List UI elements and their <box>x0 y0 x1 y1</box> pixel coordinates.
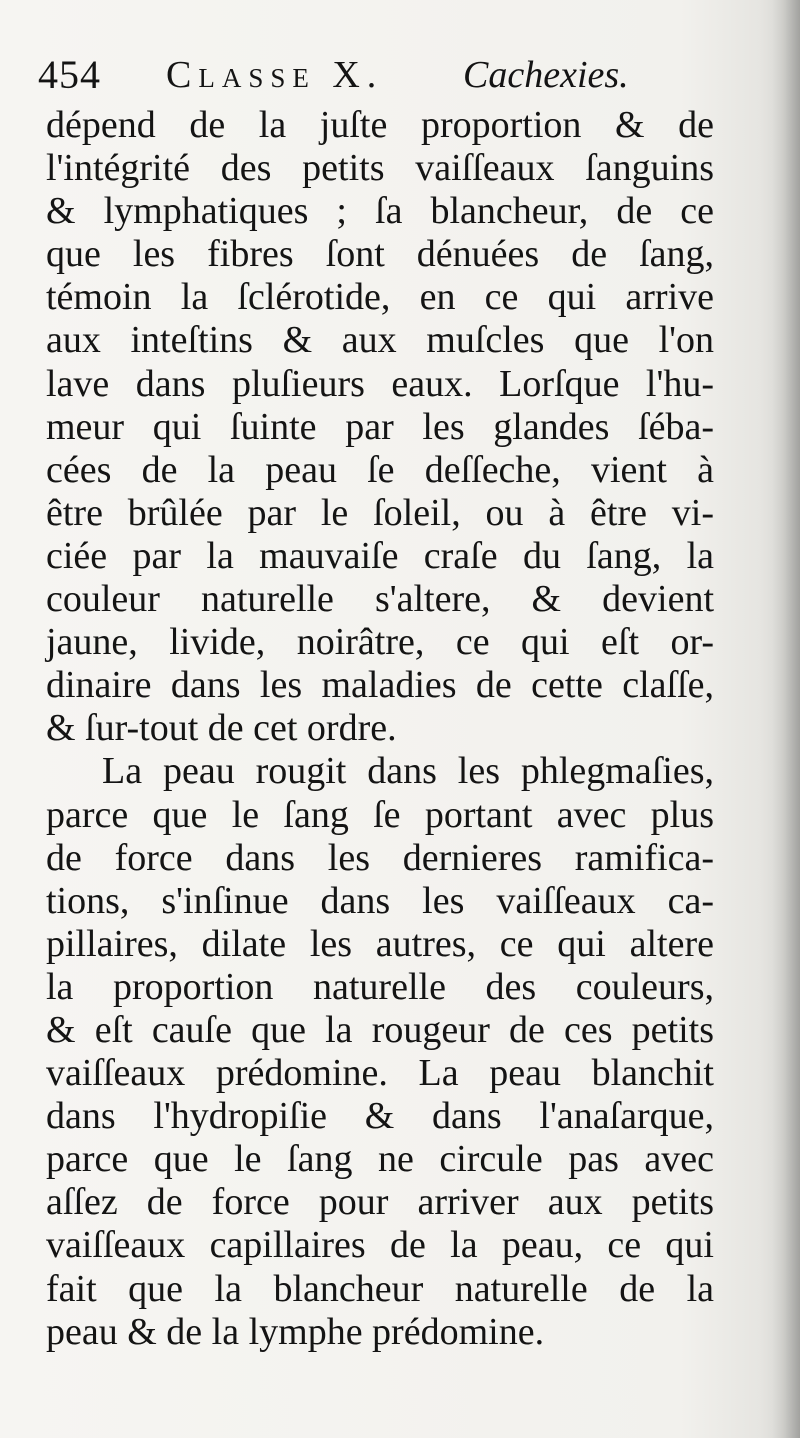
text-line: aux inteſtins & aux muſcles que l'on <box>46 319 714 362</box>
text-line: que les fibres ſont dénuées de ſang, <box>46 233 714 276</box>
text-line: parce que le ſang ſe portant avec plus <box>46 793 714 836</box>
paragraph-end-line: peau & de la lymphe prédomine. <box>46 1310 545 1353</box>
page-number: 454 <box>38 52 101 97</box>
paragraph-start-line: La peau rougit dans les phlegmaſies, <box>102 750 714 793</box>
running-head: Cachexies. <box>463 54 629 96</box>
text-line: vaiſſeaux capillaires de la peau, ce qui <box>46 1224 714 1267</box>
text-line: & eſt cauſe que la rougeur de ces petits <box>46 1008 714 1051</box>
text-line: pillaires, dilate les autres, ce qui altere <box>46 922 714 965</box>
text-line: ciée par la mauvaiſe craſe du ſang, la <box>46 534 714 577</box>
text-line: tions, s'inſinue dans les vaiſſeaux ca- <box>46 879 714 922</box>
text-line: être brûlée par le ſoleil, ou à être vi- <box>46 491 714 534</box>
body-text <box>46 104 714 1354</box>
text-line: dans l'hydropiſie & dans l'anaſarque, <box>46 1095 714 1138</box>
class-title: Classe X. <box>166 54 384 96</box>
text-line: parce que le ſang ne circule pas avec <box>46 1138 714 1181</box>
text-line: témoin la ſclérotide, en ce qui arrive <box>46 276 714 319</box>
text-line: cées de la peau ſe deſſeche, vient à <box>46 448 714 491</box>
paragraph-end-line: & ſur-tout de cet ordre. <box>46 707 397 750</box>
text-line: vaiſſeaux prédomine. La peau blanchit <box>46 1052 714 1095</box>
text-line: lave dans pluſieurs eaux. Lorſque l'hu- <box>46 362 714 405</box>
text-line: la proportion naturelle des couleurs, <box>46 965 714 1008</box>
text-line: aſſez de force pour arriver aux petits <box>46 1181 714 1224</box>
text-line: dépend de la juſte proportion & de <box>46 104 714 146</box>
text-line: l'intégrité des petits vaiſſeaux ſanguins <box>46 147 714 190</box>
text-line: dinaire dans les maladies de cette claſſe, <box>46 664 714 707</box>
text-line: & lymphatiques ; ſa blancheur, de ce <box>46 190 714 233</box>
page-edge-shadow <box>772 0 800 1438</box>
page-header <box>38 50 738 106</box>
text-line: meur qui ſuinte par les glandes ſéba- <box>46 405 714 448</box>
text-line: fait que la blancheur naturelle de la <box>46 1267 714 1310</box>
text-line: couleur naturelle s'altere, & devient <box>46 578 714 621</box>
text-line: jaune, livide, noirâtre, ce qui eſt or- <box>46 621 714 664</box>
text-line: de force dans les dernieres ramifica- <box>46 836 714 879</box>
